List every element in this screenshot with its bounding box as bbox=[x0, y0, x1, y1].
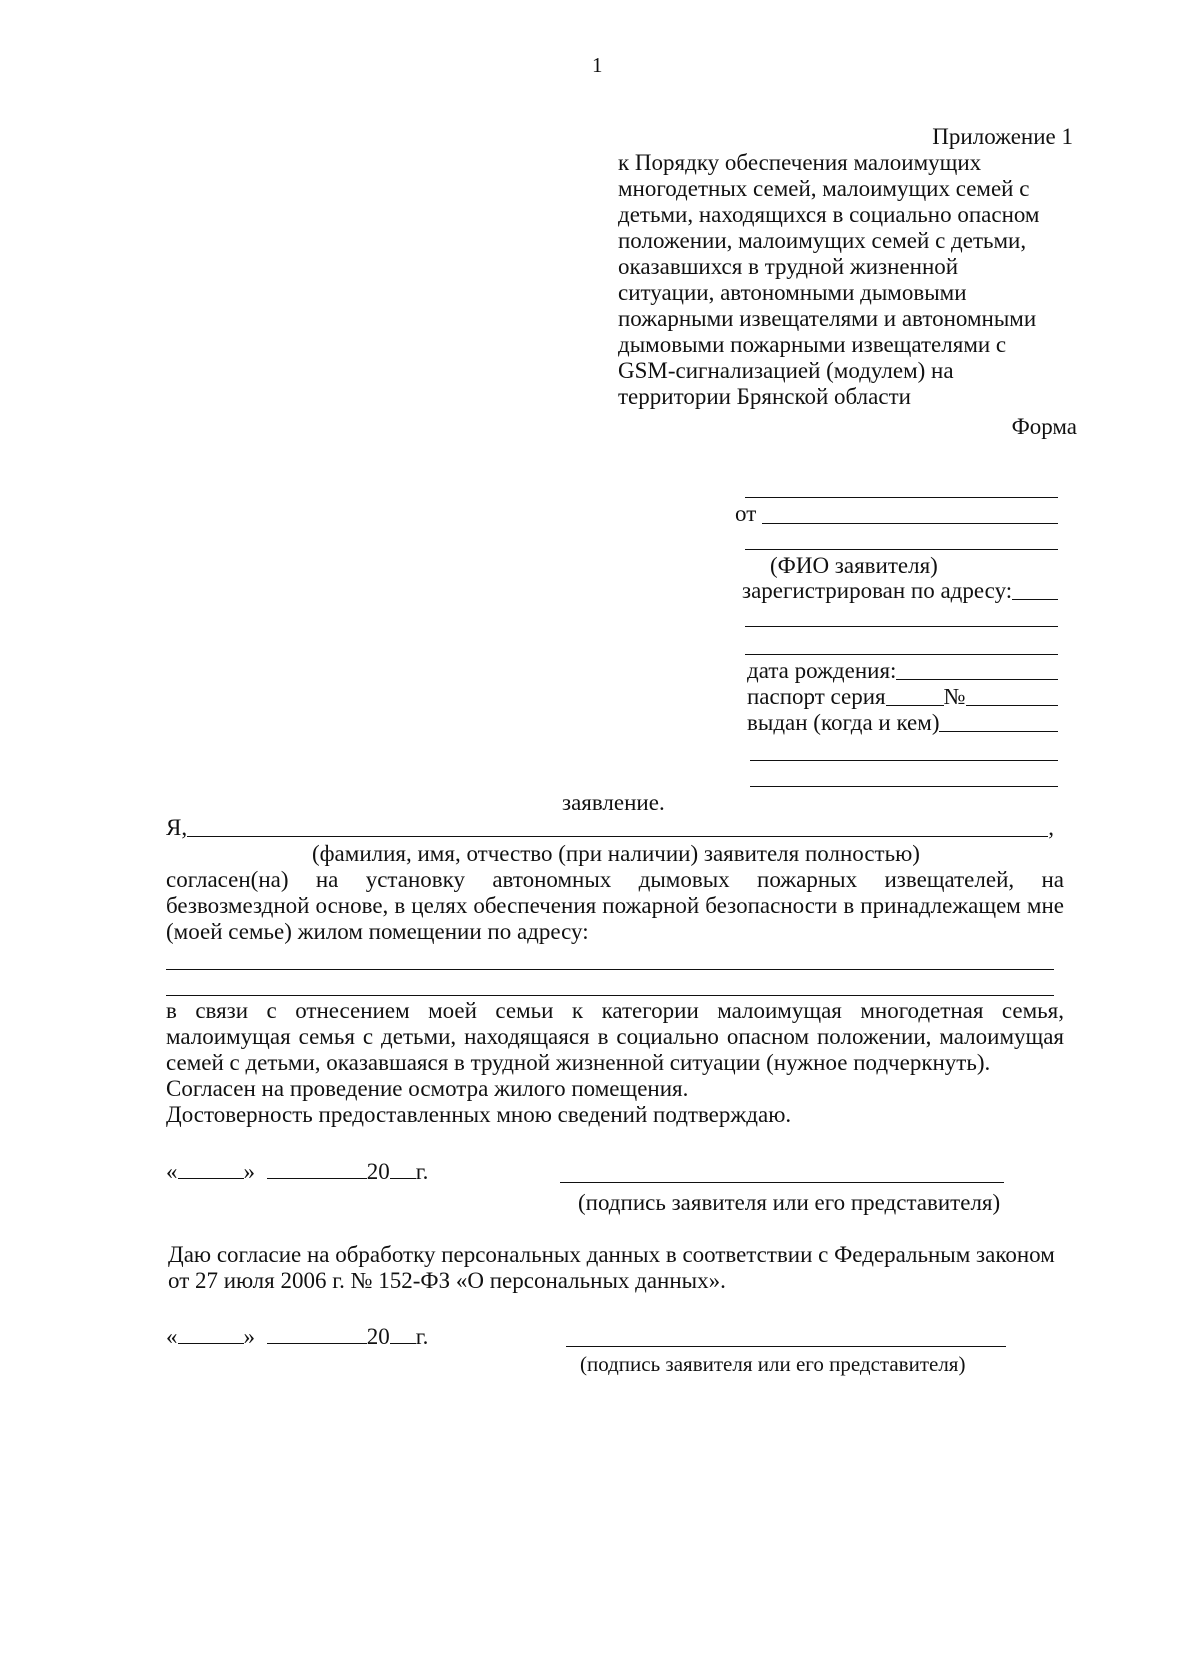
reliability-confirmation: Достоверность предоставленных мною сведений подтверждаю. bbox=[166, 1102, 792, 1127]
applicant-line[interactable] bbox=[745, 497, 1058, 498]
issued-row bbox=[747, 710, 1058, 736]
year-suffix: г. bbox=[415, 1324, 429, 1349]
property-address-field[interactable] bbox=[166, 969, 1054, 970]
issued-label: выдан (когда и кем) bbox=[747, 710, 940, 735]
consent-text: согласен(на) на установку автономных дымовых пожарных извещателей, на bbox=[166, 867, 1064, 892]
open-quote: « bbox=[166, 1324, 178, 1349]
issued-line[interactable] bbox=[750, 760, 1058, 761]
passport-number-field[interactable] bbox=[966, 685, 1058, 706]
applicant-name-field[interactable] bbox=[762, 523, 1058, 524]
category-text: малоимущая семья с детьми, находящаяся в социально опасном положении, малоимущая bbox=[166, 1024, 1064, 1049]
form-label: Форма bbox=[1011, 414, 1077, 439]
address-line[interactable] bbox=[745, 654, 1058, 655]
consent-text: (моей семье) жилом помещении по адресу: bbox=[166, 919, 589, 944]
inspection-consent: Согласен на проведение осмотра жилого помещения. bbox=[166, 1076, 689, 1101]
consent-text: безвозмездной основе, в целях обеспечения пожарной безопасности в принадлежащем мне bbox=[166, 893, 1064, 918]
appendix-line: многодетных семей, малоимущих семей с bbox=[618, 176, 1030, 201]
signature-caption: (подпись заявителя или его представителя) bbox=[580, 1352, 966, 1376]
issued-line[interactable] bbox=[750, 786, 1058, 787]
year-field[interactable] bbox=[390, 1323, 416, 1344]
appendix-title: Приложение 1 bbox=[932, 124, 1073, 149]
signature-field[interactable] bbox=[560, 1182, 1004, 1183]
passport-number-label: № bbox=[943, 684, 966, 709]
address-line[interactable] bbox=[745, 626, 1058, 627]
day-field[interactable] bbox=[178, 1323, 244, 1344]
birth-date-label: дата рождения: bbox=[747, 658, 897, 683]
signature-caption: (подпись заявителя или его представителя) bbox=[578, 1190, 1001, 1215]
signature-field[interactable] bbox=[566, 1346, 1006, 1347]
from-label: от bbox=[735, 501, 757, 526]
month-field[interactable] bbox=[267, 1158, 367, 1179]
full-name-field[interactable] bbox=[187, 816, 1048, 837]
appendix-line: пожарными извещателями и автономными bbox=[618, 306, 1037, 331]
name-row bbox=[166, 815, 1054, 841]
year-field[interactable] bbox=[390, 1158, 416, 1179]
passport-row bbox=[747, 684, 1058, 710]
date-row bbox=[166, 1323, 428, 1350]
year-prefix: 20 bbox=[366, 1159, 390, 1184]
issued-field[interactable] bbox=[939, 711, 1058, 732]
personal-data-consent: от 27 июля 2006 г. № 152-ФЗ «О персональных данных». bbox=[168, 1268, 726, 1293]
appendix-line: дымовыми пожарными извещателями с bbox=[618, 332, 1007, 357]
appendix-line: к Порядку обеспечения малоимущих bbox=[618, 150, 982, 175]
property-address-field[interactable] bbox=[166, 995, 1054, 996]
address-field[interactable] bbox=[1012, 579, 1058, 600]
year-suffix: г. bbox=[415, 1159, 429, 1184]
open-quote: « bbox=[166, 1159, 178, 1184]
day-field[interactable] bbox=[178, 1158, 244, 1179]
personal-data-consent: Даю согласие на обработку персональных данных в соответствии с Федеральным законом bbox=[168, 1242, 1055, 1267]
appendix-reference bbox=[618, 150, 1040, 410]
page-number: 1 bbox=[592, 53, 603, 77]
address-row bbox=[742, 578, 1058, 604]
i-label: Я, bbox=[166, 815, 188, 840]
appendix-line: оказавшихся в трудной жизненной bbox=[618, 254, 959, 279]
appendix-line: территории Брянской области bbox=[618, 384, 911, 409]
fio-caption: (ФИО заявителя) bbox=[770, 553, 938, 578]
close-quote: » bbox=[243, 1324, 255, 1349]
close-quote: » bbox=[243, 1159, 255, 1184]
passport-series-field[interactable] bbox=[886, 685, 944, 706]
applicant-line[interactable] bbox=[745, 549, 1058, 550]
appendix-line: ситуации, автономными дымовыми bbox=[618, 280, 967, 305]
category-text: в связи с отнесением моей семьи к категории малоимущая многодетная семья, bbox=[166, 998, 1064, 1023]
address-label: зарегистрирован по адресу: bbox=[742, 578, 1013, 603]
year-prefix: 20 bbox=[366, 1324, 390, 1349]
appendix-line: детьми, находящихся в социально опасном bbox=[618, 202, 1040, 227]
passport-series-label: паспорт серия bbox=[747, 684, 886, 709]
appendix-line: положении, малоимущих семей с детьми, bbox=[618, 228, 1027, 253]
category-text: семей с детьми, оказавшаяся в трудной жизненной ситуации (нужное подчеркнуть). bbox=[166, 1050, 991, 1075]
birth-date-field[interactable] bbox=[896, 659, 1058, 680]
month-field[interactable] bbox=[267, 1323, 367, 1344]
birth-date-row bbox=[747, 658, 1058, 684]
date-row bbox=[166, 1158, 428, 1185]
comma: , bbox=[1048, 815, 1054, 840]
statement-title: заявление. bbox=[562, 790, 665, 815]
appendix-line: GSM-сигнализацией (модулем) на bbox=[618, 358, 954, 383]
name-caption: (фамилия, имя, отчество (при наличии) заявителя полностью) bbox=[312, 841, 920, 866]
